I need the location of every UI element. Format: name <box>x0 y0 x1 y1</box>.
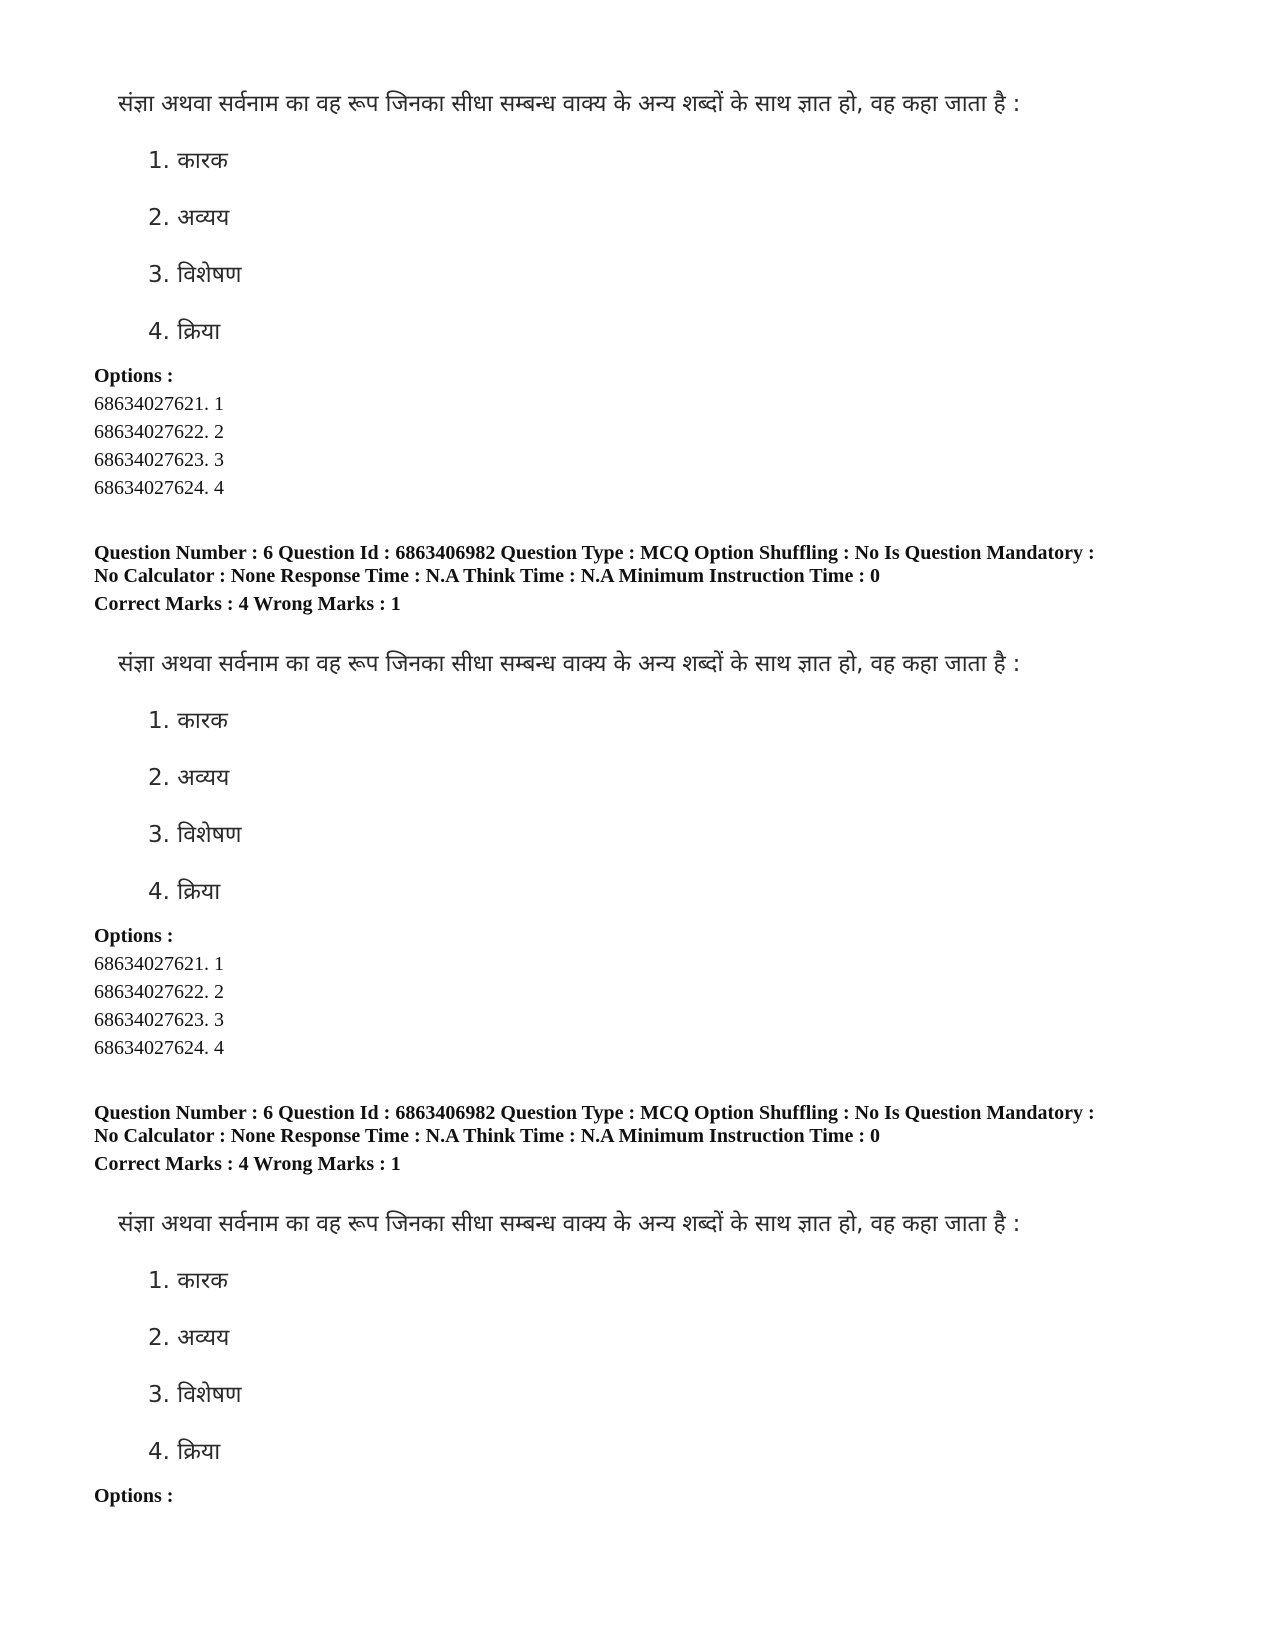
option-3: 68634027623. 3 <box>94 449 224 471</box>
option-1: 68634027621. 1 <box>94 953 224 975</box>
options-label: Options : <box>94 925 174 947</box>
choice-1: 1. कारक <box>148 708 228 734</box>
option-1: 68634027621. 1 <box>94 393 224 415</box>
option-4: 68634027624. 4 <box>94 1037 224 1059</box>
question-meta-line-1: Question Number : 6 Question Id : 6863406982 Question Type : MCQ Option Shuffling : No Is Question Mandatory : <box>94 542 1095 564</box>
question-meta-line-2: No Calculator : None Response Time : N.A Think Time : N.A Minimum Instruction Time : 0 <box>94 565 880 587</box>
option-2: 68634027622. 2 <box>94 421 224 443</box>
question-text: संज्ञा अथवा सर्वनाम का वह रूप जिनका सीधा सम्बन्ध वाक्य के अन्य शब्दों के साथ ज्ञात हो, वह कहा जाता है : <box>118 651 1021 677</box>
choice-3: 3. विशेषण <box>148 262 242 288</box>
question-meta-line-2: No Calculator : None Response Time : N.A Think Time : N.A Minimum Instruction Time : 0 <box>94 1125 880 1147</box>
options-label: Options : <box>94 365 174 387</box>
choice-1: 1. कारक <box>148 1268 228 1294</box>
choice-2: 2. अव्यय <box>148 765 230 791</box>
choice-4: 4. क्रिया <box>148 879 221 905</box>
option-3: 68634027623. 3 <box>94 1009 224 1031</box>
choice-2: 2. अव्यय <box>148 205 230 231</box>
marks-line: Correct Marks : 4 Wrong Marks : 1 <box>94 1153 401 1175</box>
choice-4: 4. क्रिया <box>148 319 221 345</box>
marks-line: Correct Marks : 4 Wrong Marks : 1 <box>94 593 401 615</box>
choice-2: 2. अव्यय <box>148 1325 230 1351</box>
question-meta-line-1: Question Number : 6 Question Id : 6863406982 Question Type : MCQ Option Shuffling : No Is Question Mandatory : <box>94 1102 1095 1124</box>
question-text: संज्ञा अथवा सर्वनाम का वह रूप जिनका सीधा सम्बन्ध वाक्य के अन्य शब्दों के साथ ज्ञात हो, वह कहा जाता है : <box>118 91 1021 117</box>
choice-3: 3. विशेषण <box>148 822 242 848</box>
option-2: 68634027622. 2 <box>94 981 224 1003</box>
choice-3: 3. विशेषण <box>148 1382 242 1408</box>
options-label: Options : <box>94 1485 174 1507</box>
option-4: 68634027624. 4 <box>94 477 224 499</box>
question-text: संज्ञा अथवा सर्वनाम का वह रूप जिनका सीधा सम्बन्ध वाक्य के अन्य शब्दों के साथ ज्ञात हो, वह कहा जाता है : <box>118 1211 1021 1237</box>
choice-1: 1. कारक <box>148 148 228 174</box>
choice-4: 4. क्रिया <box>148 1439 221 1465</box>
